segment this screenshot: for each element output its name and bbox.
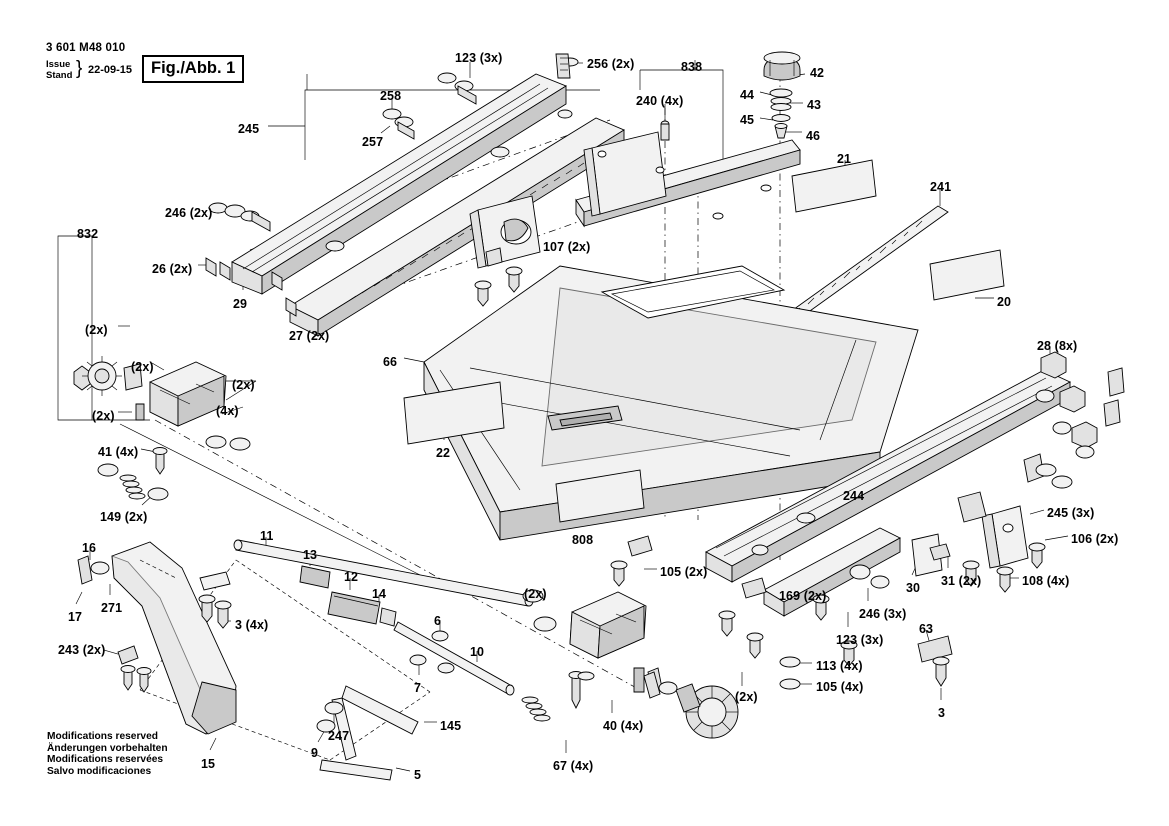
issue-date: 22-09-15: [88, 64, 133, 76]
part-callout: 66: [383, 355, 398, 369]
side-panels: [792, 160, 1004, 300]
part-callout: 108 (4x): [1022, 574, 1070, 588]
part-callout: 244: [843, 489, 865, 503]
part-callout: (4x): [216, 404, 239, 418]
part-callout: 11: [260, 529, 274, 543]
part-callout: (2x): [92, 409, 115, 423]
part-callout: 45: [740, 113, 755, 127]
part-callout: 43: [807, 98, 822, 112]
part-callout: 46: [806, 129, 821, 143]
part-callout: 20: [997, 295, 1012, 309]
part-callout: 3: [938, 706, 946, 720]
part-callout: 123 (3x): [455, 51, 503, 65]
part-callout: 243 (2x): [58, 643, 106, 657]
issue-stand-labels: [46, 60, 72, 81]
part-callout: 10: [470, 645, 485, 659]
part-callout: 838: [681, 60, 703, 74]
part-callout: 245 (3x): [1047, 506, 1095, 520]
part-callout: 105 (4x): [816, 680, 864, 694]
part-callout: (2x): [735, 690, 758, 704]
part-callout: 832: [77, 227, 99, 241]
part-callout: 247: [328, 729, 350, 743]
part-callout: 28 (8x): [1037, 339, 1078, 353]
part-callout: 241: [930, 180, 952, 194]
part-callout: 16: [82, 541, 97, 555]
part-callout: 240 (4x): [636, 94, 684, 108]
part-callout: 3 (4x): [235, 618, 269, 632]
notice-fr: Modifications reservées: [47, 754, 164, 766]
part-callout: (2x): [524, 587, 547, 601]
part-callout: (2x): [232, 378, 255, 392]
brace-glyph: }: [76, 58, 83, 79]
lower-casting-handwheel: [570, 592, 738, 738]
part-callout: 145: [440, 719, 462, 733]
part-callout: (2x): [131, 360, 154, 374]
part-callout: 67 (4x): [553, 759, 594, 773]
part-callout: 22: [436, 446, 451, 460]
part-callout: 27 (2x): [289, 329, 330, 343]
part-callout: 6: [434, 614, 442, 628]
shafts: [234, 540, 662, 780]
figure-label: Fig./Abb. 1: [142, 55, 244, 83]
part-callout: 9: [311, 746, 319, 760]
part-callout: 26 (2x): [152, 262, 193, 276]
part-callout: 149 (2x): [100, 510, 148, 524]
title-block: [40, 42, 260, 92]
part-callout: 44: [740, 88, 755, 102]
part-callout: 14: [372, 587, 387, 601]
part-callout: 41 (4x): [98, 445, 139, 459]
part-callout: 31 (2x): [941, 574, 982, 588]
part-callout: 256 (2x): [587, 57, 635, 71]
part-callout: 40 (4x): [603, 719, 644, 733]
part-callout: 5: [414, 768, 422, 782]
issue-label: Issue: [46, 59, 71, 70]
part-callout: 21: [837, 152, 852, 166]
part-callout: 12: [344, 570, 359, 584]
part-callout: 246 (2x): [165, 206, 213, 220]
part-callout: (2x): [85, 323, 108, 337]
part-callout: 113 (4x): [816, 659, 863, 673]
stand-label: Stand: [46, 69, 73, 81]
part-number: 3 601 M48 010: [46, 42, 126, 54]
part-callout: 30: [906, 581, 921, 595]
part-callout: 105 (2x): [660, 565, 708, 579]
part-callout: 169 (2x): [779, 589, 827, 603]
gear-wheel: [82, 356, 122, 396]
part-callout: 106 (2x): [1071, 532, 1119, 546]
notice-es: Salvo modificaciones: [47, 765, 152, 777]
part-callout: 258: [380, 89, 402, 103]
gear-cluster-832: [74, 356, 250, 500]
notice-en: Modifications reserved: [47, 731, 158, 742]
handle-assembly: [78, 542, 236, 734]
part-callout: 7: [414, 681, 422, 695]
part-callout: 808: [572, 533, 594, 547]
notice-de: Änderungen vorbehalten: [47, 742, 168, 754]
part-callout: 257: [362, 135, 384, 149]
part-callout: 246 (3x): [859, 607, 907, 621]
modifications-notice: [47, 731, 168, 777]
part-callout: 42: [810, 66, 825, 80]
part-callout: 123 (3x): [836, 633, 884, 647]
part-callout: 17: [68, 610, 83, 624]
part-callout: 63: [919, 622, 934, 636]
part-callout: 15: [201, 757, 216, 771]
part-callout: 29: [233, 297, 248, 311]
part-callout: 271: [101, 601, 123, 615]
part-callout: 13: [303, 548, 318, 562]
spring-149: [120, 475, 145, 499]
spring-67: [522, 697, 550, 721]
part-callout: 245: [238, 122, 260, 136]
part-callout: 107 (2x): [543, 240, 591, 254]
